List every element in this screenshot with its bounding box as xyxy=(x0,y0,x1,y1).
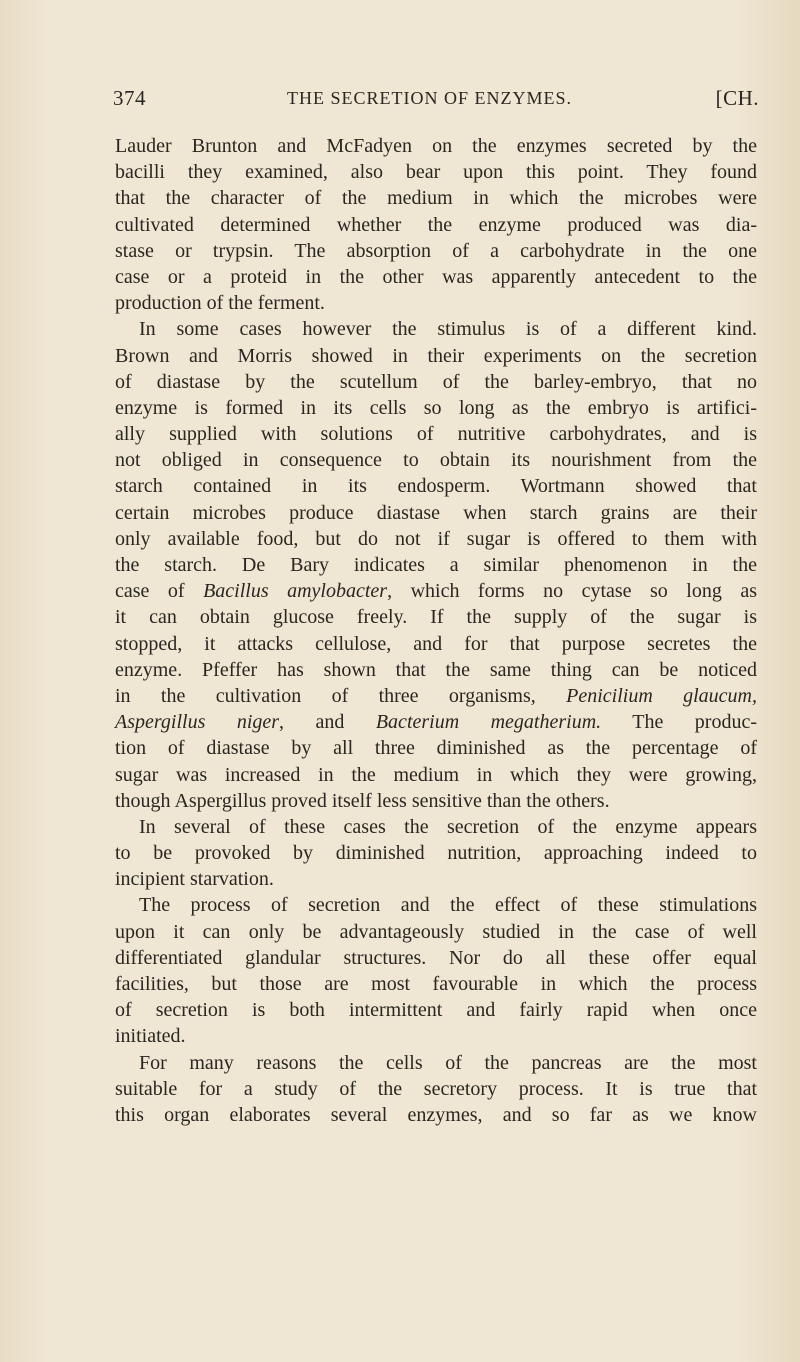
text-line: Brown and Morris showed in their experiments on the secretion xyxy=(115,344,757,367)
text-run: case of xyxy=(115,580,204,603)
italic-term: Bacillus amylobacter xyxy=(203,580,388,603)
running-title: THE SECRETION OF ENZYMES. xyxy=(287,88,572,108)
text-line xyxy=(115,578,757,604)
text-line: though Aspergillus proved itself less sensitive than the others. xyxy=(115,789,610,812)
text-line: of secretion is both intermittent and fairly rapid when once xyxy=(115,999,757,1022)
page-number: 374 xyxy=(113,86,146,110)
italic-term: Penicilium glaucum, xyxy=(566,684,757,707)
text-line: ally supplied with solutions of nutritive carbohydrates, and is xyxy=(115,423,757,446)
text-line xyxy=(115,683,757,709)
chapter-marker: [CH. xyxy=(715,86,759,110)
text-line: upon it can only be advantageously studied in the case of well xyxy=(115,920,757,943)
text-line: initiated. xyxy=(115,1025,186,1048)
text-line: suitable for a study of the secretory process. It is true that xyxy=(115,1077,757,1100)
text-line: that the character of the medium in which the microbes were xyxy=(115,187,757,210)
body-text xyxy=(115,133,757,1128)
italic-term: Bacterium megatherium. xyxy=(375,711,602,734)
text-line: it can obtain glucose freely. If the supply of the sugar is xyxy=(115,606,757,629)
text-line: stopped, it attacks cellulose, and for that purpose secretes the xyxy=(115,632,757,655)
text-line: For many reasons the cells of the pancreas are the most xyxy=(139,1051,757,1074)
text-line: Lauder Brunton and McFadyen on the enzymes secreted by the xyxy=(115,135,757,157)
text-run: , and xyxy=(279,711,376,734)
text-run: in the cultivation of three organisms, xyxy=(115,684,567,707)
running-header xyxy=(113,86,759,116)
text-line: tion of diastase by all three diminished as the percentage of xyxy=(115,737,757,760)
text-line: differentiated glandular structures. Nor do all these offer equal xyxy=(115,946,757,969)
text-line: In several of these cases the secretion of the enzyme appears xyxy=(139,815,757,838)
text-line: starch contained in its endosperm. Wortmann showed that xyxy=(115,475,757,498)
text-line: case or a proteid in the other was apparently antecedent to the xyxy=(115,265,757,288)
text-line: not obliged in consequence to obtain its nourishment from the xyxy=(115,449,757,472)
text-line: cultivated determined whether the enzyme produced was dia- xyxy=(115,213,757,236)
text-line: incipient starvation. xyxy=(115,868,274,891)
text-line: enzyme. Pfeffer has shown that the same thing can be noticed xyxy=(115,658,757,681)
text-line: stase or trypsin. The absorption of a carbohydrate in the one xyxy=(115,239,757,262)
text-line: bacilli they examined, also bear upon this point. They found xyxy=(115,161,757,184)
text-line xyxy=(115,709,757,735)
text-line: facilities, but those are most favourable in which the process xyxy=(115,973,757,995)
text-line: enzyme is formed in its cells so long as the embryo is artifici- xyxy=(115,396,757,419)
text-line: sugar was increased in the medium in which they were growing, xyxy=(115,763,757,786)
italic-term: Aspergillus niger xyxy=(115,711,280,734)
text-line: to be provoked by diminished nutrition, approaching indeed to xyxy=(115,842,757,865)
text-line: only available food, but do not if sugar is offered to them with xyxy=(115,527,757,550)
text-line: the starch. De Bary indicates a similar phenomenon in the xyxy=(115,554,757,576)
text-line: of diastase by the scutellum of the barley-embryo, that no xyxy=(115,370,757,393)
text-line: In some cases however the stimulus is of a different kind. xyxy=(139,318,757,341)
text-line: certain microbes produce diastase when starch grains are their xyxy=(115,501,757,524)
text-line: production of the ferment. xyxy=(115,292,325,315)
text-run: The produc- xyxy=(601,711,757,734)
text-run: , which forms no cytase so long as xyxy=(387,580,757,603)
text-line: The process of secretion and the effect of these stimulations xyxy=(139,894,757,917)
text-line: this organ elaborates several enzymes, and so far as we know xyxy=(115,1103,757,1126)
